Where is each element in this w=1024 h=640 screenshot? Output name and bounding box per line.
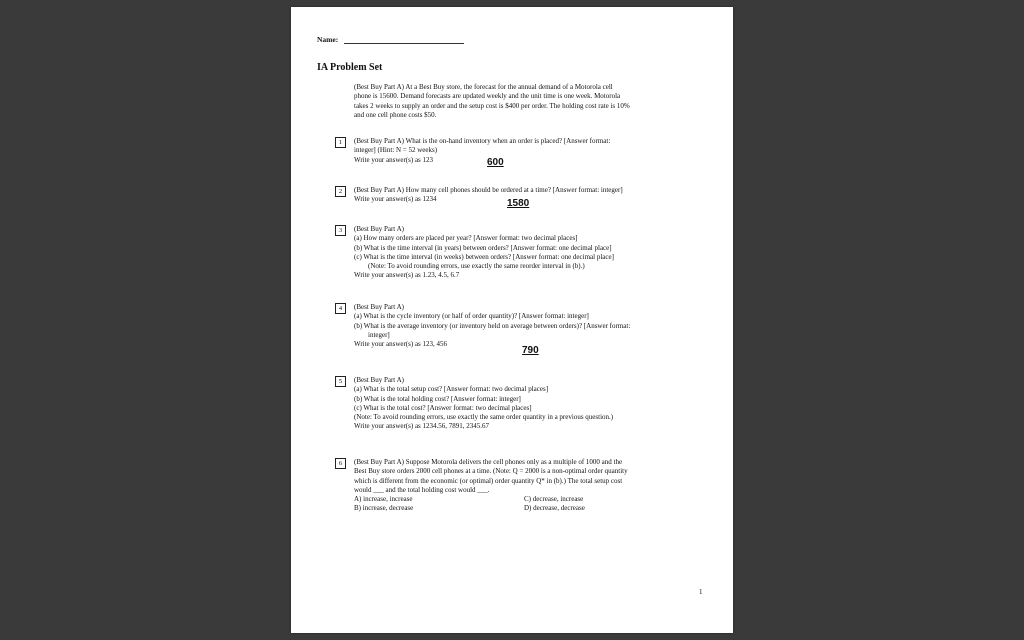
question-line: Write your answer(s) as 1234 [354, 195, 437, 204]
page-title: IA Problem Set [317, 62, 383, 73]
question-6 [335, 458, 715, 514]
answer-4: 790 [522, 345, 539, 356]
question-line: (Best Buy Part A) Suppose Motorola delivers the cell phones only as a multiple of 1000 and the [354, 458, 623, 466]
question-line: (a) What is the total setup cost? [Answer format: two decimal places] [354, 385, 549, 394]
question-line: (c) What is the total cost? [Answer format: two decimal places] [354, 403, 532, 412]
question-line: (Note: To avoid rounding errors, use exactly the same reorder interval in (b).) [368, 262, 585, 271]
question-number: 3 [335, 225, 346, 236]
question-line: (a) How many orders are placed per year? [Answer format: two decimal places] [354, 234, 578, 243]
intro-line: takes 2 weeks to supply an order and the setup cost is $400 per order. The holding cost rate is 10% [354, 101, 630, 110]
question-number: 2 [335, 186, 346, 197]
intro-line: phone is 15600. Demand forecasts are updated weekly and the unit time is one week. Motorola [354, 92, 621, 101]
question-line: Write your answer(s) as 1234.56, 7891, 2345.67 [354, 422, 490, 431]
question-line: which is different from the economic (or optimal) order quantity Q* in (b).) The total setup cost [354, 476, 623, 485]
option-d: D) decrease, decrease [524, 504, 585, 513]
intro-line: (Best Buy Part A) At a Best Buy store, the forecast for the annual demand of a Motorola cell [354, 83, 613, 91]
question-number: 4 [335, 303, 346, 314]
intro-paragraph [354, 83, 709, 120]
question-5 [335, 376, 715, 432]
question-4 [335, 303, 715, 349]
name-blank [344, 36, 464, 44]
question-line: (Note: To avoid rounding errors, use exactly the same order quantity in a previous question.) [354, 413, 614, 422]
page-number: 1 [699, 588, 703, 596]
document-page [291, 7, 733, 633]
question-line: Best Buy store orders 2000 cell phones at a time. (Note: Q = 2000 is a non-optimal order quantity [354, 467, 628, 476]
question-line: (b) What is the total holding cost? [Answer format: integer] [354, 394, 521, 403]
question-number: 5 [335, 376, 346, 387]
question-line: integer] [368, 330, 390, 339]
question-1 [335, 137, 715, 165]
question-number: 1 [335, 137, 346, 148]
question-line: integer] (Hint: N = 52 weeks) [354, 146, 438, 155]
question-line: (Best Buy Part A) What is the on-hand inventory when an order is placed? [Answer format: [354, 137, 611, 145]
answer-2: 1580 [507, 198, 530, 209]
question-line: (Best Buy Part A) [354, 225, 404, 233]
name-label: Name: [317, 35, 339, 44]
question-line: would ___ and the total holding cost would ___. [354, 485, 490, 494]
question-number: 6 [335, 458, 346, 469]
question-line: (Best Buy Part A) [354, 303, 404, 311]
intro-line: and one cell phone costs $50. [354, 110, 437, 119]
question-line: Write your answer(s) as 123 [354, 155, 434, 164]
answer-1: 600 [487, 157, 504, 168]
option-b: B) increase, decrease [354, 504, 414, 513]
question-line: Write your answer(s) as 1.23, 4.5, 6.7 [354, 271, 460, 280]
question-3 [335, 225, 715, 281]
question-line: (Best Buy Part A) [354, 376, 404, 384]
question-line: (c) What is the time interval (in weeks) between orders? [Answer format: one decimal place] [354, 252, 614, 261]
question-line: Write your answer(s) as 123, 456 [354, 340, 448, 349]
answer-options [354, 495, 694, 514]
name-field [317, 35, 464, 44]
question-line: (b) What is the average inventory (or inventory held on average between orders)? [Answer format: [354, 321, 631, 330]
question-line: (a) What is the cycle inventory (or half of order quantity)? [Answer format: integer] [354, 312, 589, 321]
option-a: A) increase, increase [354, 495, 413, 504]
option-c: C) decrease, increase [524, 495, 584, 504]
question-line: (Best Buy Part A) How many cell phones should be ordered at a time? [Answer format: integer] [354, 186, 623, 194]
question-line: (b) What is the time interval (in years) between orders? [Answer format: one decimal place] [354, 243, 612, 252]
